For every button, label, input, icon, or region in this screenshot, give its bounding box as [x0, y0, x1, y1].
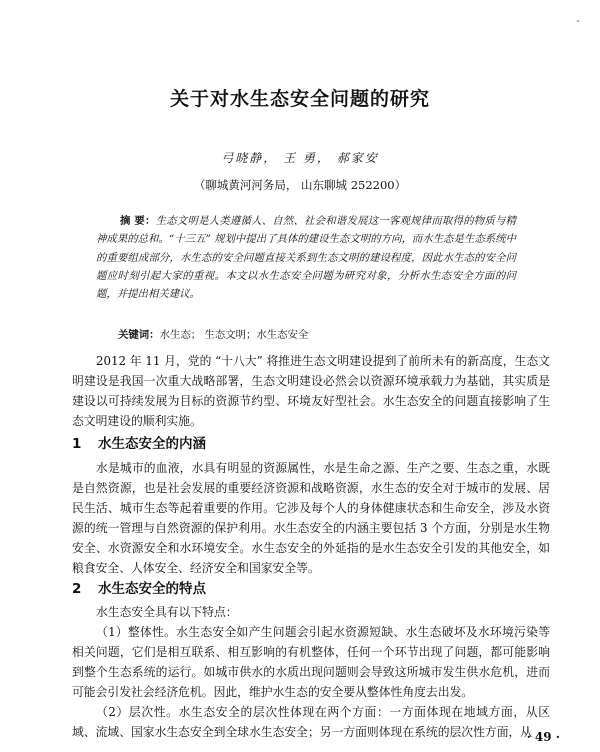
section-2-intro: 水生态安全具有以下特点：	[96, 605, 238, 619]
section-2-body	[72, 602, 550, 742]
abstract	[96, 212, 516, 303]
section-1-heading	[72, 432, 206, 452]
keywords	[118, 326, 538, 341]
section-2-point-1: （1）整体性。水生态安全如产生问题会引起水资源短缺、水生态破坏及水环境污染等相关问题，它们是相互联系、相互影响的有机整体，任何一个环节出现了问题，都可能影响到整个生态系统的运行。如城市供水的水质出现问题则会导致这所城市发生供水危机，进而可能会引发社会经济危机。因此，维护水生态的安全要从整体性角度去出发。	[72, 625, 550, 699]
section-1-number: 1	[72, 436, 82, 452]
abstract-text: 生态文明是人类遵循人、自然、社会和谐发展这一客观规律而取得的物质与精神成果的总和。“十三五” 规划中提出了具体的建设生态文明的方向，而水生态是生态系统中的重要组成部分，水生态的安全问题直接关系到生态文明的建设程度，因此水生态的安全问题应时刻引起大家的重视。本文以水生态安全问题为研究对象，分析水生态安全方面的问题，并提出相关建议。	[96, 215, 516, 301]
intro-block	[72, 351, 550, 431]
header-mark: -	[576, 14, 580, 27]
section-2-number: 2	[72, 581, 82, 597]
section-1-title: 水生态安全的内涵	[98, 436, 206, 452]
section-1-body	[72, 458, 550, 578]
section-1-paragraph: 水是城市的血液，水具有明显的资源属性，水是生命之源、生产之要、生态之重，水既是自然资源，也是社会发展的重要经济资源和战略资源，水生态的安全对于城市的发展、居民生活、城市生态等起着重要的作用。它涉及每个人的身体健康状态和生命安全，涉及水资源的统一管理与自然资源的保护利用。水生态安全的内涵主要包括 3 个方面，分别是水生物安全、水资源安全和水环境安全。水生态安全的外延指的是水生态安全引发的其他安全，如粮食安全、人体安全、经济安全和国家安全等。	[72, 461, 550, 575]
intro-paragraph: 2012 年 11 月，党的 “十八大” 将推进生态文明建设提到了前所未有的新高度，生态文明建设是我国一次重大战略部署，生态文明建设必然会以资源环境承载力为基础，其实质是建设以可持续发展为目标的资源节约型、环境友好型社会。水生态安全的问题直接影响了生态文明建设的顺利实施。	[72, 354, 550, 428]
section-2-heading	[72, 577, 206, 597]
keywords-text: 水生态； 生态文明；水生态安全	[159, 329, 309, 341]
paper-title: 关于对水生态安全问题的研究	[169, 88, 430, 110]
keywords-label: 关键词：	[118, 329, 160, 341]
section-2-title: 水生态安全的特点	[98, 581, 206, 597]
affiliation: （聊城黄河河务局， 山东聊城 252200）	[193, 178, 407, 192]
page-number: · 49 ·	[526, 730, 560, 744]
authors: 弓晓静， 王 勇， 郝家安	[221, 151, 379, 165]
abstract-label: 摘 要：	[120, 215, 156, 227]
section-2-point-2: （2）层次性。水生态安全的层次性体现在两个方面：一方面体现在地域方面，从区域、流域、国家水生态安全到全球水生态安全；另一方面则体现在系统的层次性方面，从	[72, 705, 550, 739]
